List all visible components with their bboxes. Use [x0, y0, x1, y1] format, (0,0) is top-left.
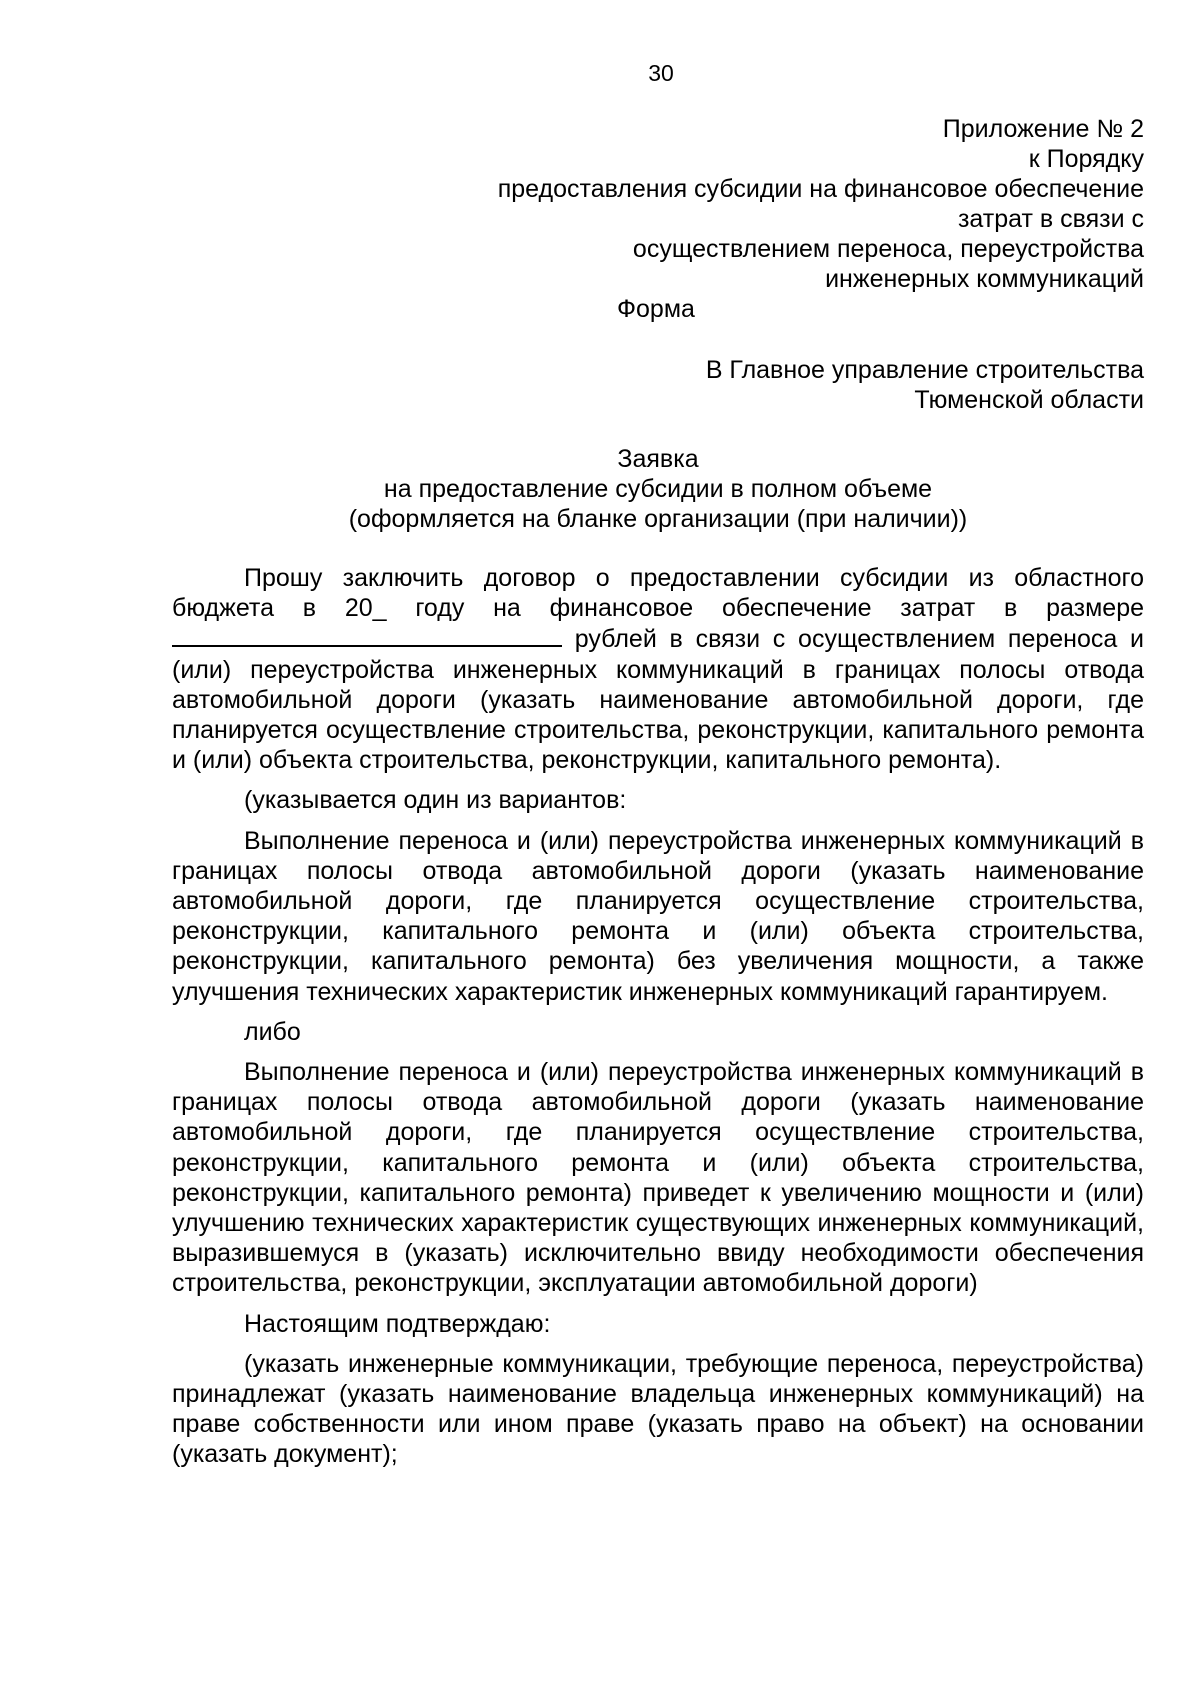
paragraph-request-end: рублей в связи с осуществлением переноса и (или) переустройства инженерных коммуникаций в границах полосы отвода автомобильной дороги (указать наименование автомобильной дороги, где планируется осуществление строительства, реконструкции, капитального ремонта и (или) объекта строительства, реконструкции, капитального ремонта).: [172, 625, 1144, 775]
addressee-block: [706, 355, 1144, 415]
annex-line: осуществлением переноса, переустройства: [632, 235, 1144, 263]
paragraph-request-start: Прошу заключить договор о предоставлении субсидии из областного бюджета в 20_ году на финансовое обеспечение затрат в размере: [172, 564, 1144, 623]
annex-line: инженерных коммуникаций: [825, 265, 1144, 293]
annex-header: [498, 114, 1144, 294]
document-body: [172, 563, 1144, 1480]
annex-line: Приложение № 2: [942, 115, 1144, 143]
document-title-block: [172, 444, 1144, 534]
paragraph-or: либо: [244, 1017, 301, 1046]
amount-blank-line: [172, 623, 562, 647]
paragraph-variants-intro: (указывается один из вариантов:: [244, 786, 627, 815]
form-label: Форма: [617, 295, 695, 323]
paragraph-variant-1: Выполнение переноса и (или) переустройства инженерных коммуникаций в границах полосы отвода автомобильной дороги (указать наименование автомобильной дороги, где планируется осуществление строительства, реконструкции, капитального ремонта и (или) объекта строительства, реконструкции, капитального ремонта) без увеличения мощности, а также улучшения технических характеристик инженерных коммуникаций гарантируем.: [172, 826, 1144, 1006]
paragraph-request: [172, 563, 1144, 775]
document-title-note: (оформляется на бланке организации (при наличии)): [348, 505, 968, 533]
paragraph-ownership: (указать инженерные коммуникации, требующие переноса, переустройства) принадлежат (указать наименование владельца инженерных коммуникаций) на праве собственности или ином праве (указать право на объект) на основании (указать документ);: [172, 1349, 1144, 1469]
addressee-line: Тюменской области: [914, 386, 1144, 414]
document-subtitle: на предоставление субсидии в полном объеме: [383, 475, 933, 503]
page-number: 30: [648, 60, 674, 86]
addressee-line: В Главное управление строительства: [705, 356, 1144, 384]
annex-line: предоставления субсидии на финансовое обеспечение: [497, 175, 1144, 203]
annex-line: затрат в связи с: [957, 205, 1144, 233]
annex-line: к Порядку: [1028, 145, 1144, 173]
document-title: Заявка: [617, 445, 699, 473]
paragraph-variant-2: Выполнение переноса и (или) переустройства инженерных коммуникаций в границах полосы отвода автомобильной дороги (указать наименование автомобильной дороги, где планируется осуществление строительства, реконструкции, капитального ремонта и (или) объекта строительства, реконструкции, капитального ремонта) приведет к увеличению мощности и (или) улучшению технических характеристик существующих инженерных коммуникаций, выразившемуся в (указать) исключительно ввиду необходимости обеспечения строительства, реконструкции, эксплуатации автомобильной дороги): [172, 1058, 1144, 1298]
paragraph-confirm: Настоящим подтверждаю:: [244, 1309, 551, 1338]
